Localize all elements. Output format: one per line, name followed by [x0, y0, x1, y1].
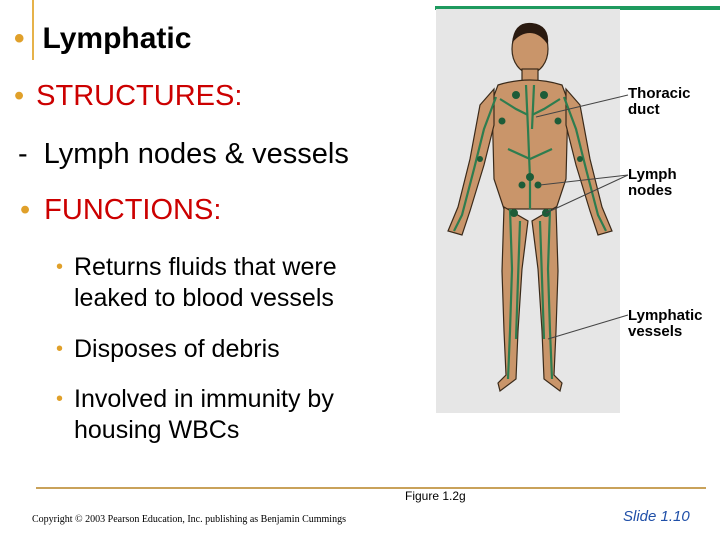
function-item [56, 384, 414, 446]
function-item-text: Returns fluids that were leaked to blood vessels [74, 253, 337, 312]
functions-heading-text: FUNCTIONS: [44, 194, 222, 226]
function-item [56, 252, 414, 314]
function-item-text: Disposes of debris [74, 335, 280, 363]
slide-title-text: Lymphatic [42, 22, 192, 55]
function-item-text: Involved in immunity by housing WBCs [74, 385, 334, 444]
structures-heading [14, 80, 242, 113]
callout-lymphatic-vessels: Lymphatic vessels [628, 307, 703, 340]
functions-heading [20, 194, 221, 227]
slide-number: Slide 1.10 [623, 508, 690, 525]
structures-heading-text: STRUCTURES: [36, 80, 243, 112]
bullet-icon: • [56, 338, 64, 360]
slide-title [14, 22, 191, 56]
structure-item-text: Lymph nodes & vessels [43, 138, 349, 170]
lymphatic-system-diagram [436, 9, 720, 413]
footer-divider [36, 487, 706, 489]
copyright-notice: Copyright © 2003 Pearson Education, Inc. publishing as Benjamin Cummings [32, 514, 346, 525]
dash-icon: - [18, 138, 28, 170]
function-item [56, 334, 414, 365]
figure-caption: Figure 1.2g [405, 489, 466, 503]
callout-thoracic-duct: Thoracic duct [628, 85, 691, 118]
bullet-icon: • [14, 22, 25, 55]
bullet-icon: • [56, 256, 64, 278]
structure-item [18, 138, 349, 171]
bullet-icon: • [20, 194, 31, 226]
callout-lymph-nodes: Lymph nodes [628, 166, 677, 199]
bullet-icon: • [14, 80, 25, 112]
bullet-icon: • [56, 388, 64, 410]
